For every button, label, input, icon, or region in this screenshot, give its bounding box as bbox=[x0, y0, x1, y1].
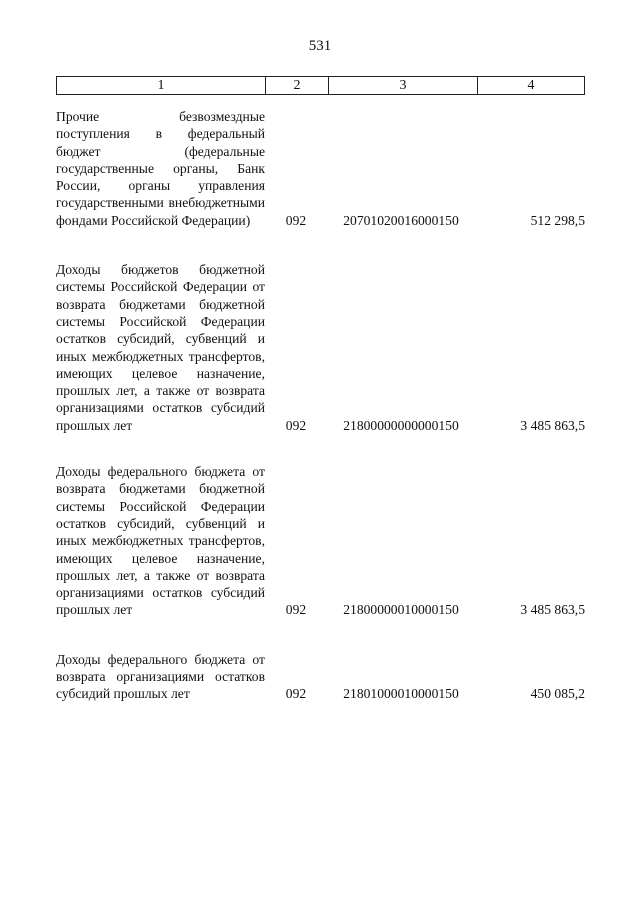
amount: 512 298,5 bbox=[530, 212, 585, 228]
admin-code: 092 bbox=[285, 686, 307, 702]
amount: 450 085,2 bbox=[530, 686, 585, 702]
column-header-3: 3 bbox=[329, 77, 478, 95]
admin-code: 092 bbox=[285, 602, 307, 618]
page-number: 531 bbox=[308, 38, 332, 54]
budget-classification-code: 21800000000000150 bbox=[343, 417, 459, 433]
amount: 3 485 863,5 bbox=[520, 602, 585, 618]
table-row bbox=[56, 651, 585, 703]
table-row bbox=[56, 463, 585, 619]
revenue-name: Доходы бюджетов бюджетной системы Российской Федерации от возврата бюджетами бюджетной системы Российской Федерации остатков субсидий, субвенций и иных межбюджетных трансфертов, имеющих целевое назначение, прошлых лет, а также от возврата организациями остатков субсидий прошлых лет bbox=[56, 262, 265, 433]
table-row bbox=[56, 261, 585, 434]
revenue-name: Доходы федерального бюджета от возврата организациями остатков субсидий прошлых лет bbox=[56, 651, 265, 702]
admin-code: 092 bbox=[285, 417, 307, 433]
amount: 3 485 863,5 bbox=[520, 417, 585, 433]
column-header-1: 1 bbox=[57, 77, 266, 95]
table-row bbox=[56, 108, 585, 229]
admin-code: 092 bbox=[285, 212, 307, 228]
column-header-row bbox=[57, 77, 585, 95]
budget-classification-code: 20701020016000150 bbox=[343, 212, 459, 228]
column-header-table bbox=[56, 76, 585, 95]
column-header-4: 4 bbox=[478, 77, 585, 95]
revenue-name: Прочие безвозмездные поступления в федеральный бюджет (федеральные государственные органы, Банк России, органы управления государственными внебюджетными фондами Российской Федерации) bbox=[56, 109, 265, 228]
column-header-2: 2 bbox=[266, 77, 329, 95]
budget-classification-code: 21800000010000150 bbox=[343, 602, 459, 618]
revenue-rows bbox=[56, 108, 585, 735]
budget-classification-code: 21801000010000150 bbox=[343, 686, 459, 702]
revenue-name: Доходы федерального бюджета от возврата бюджетами бюджетной системы Российской Федерации остатков субсидий, субвенций и иных межбюджетных трансфертов, имеющих целевое назначение, прошлых лет, а также от возврата организациями остатков субсидий прошлых лет bbox=[56, 464, 265, 618]
